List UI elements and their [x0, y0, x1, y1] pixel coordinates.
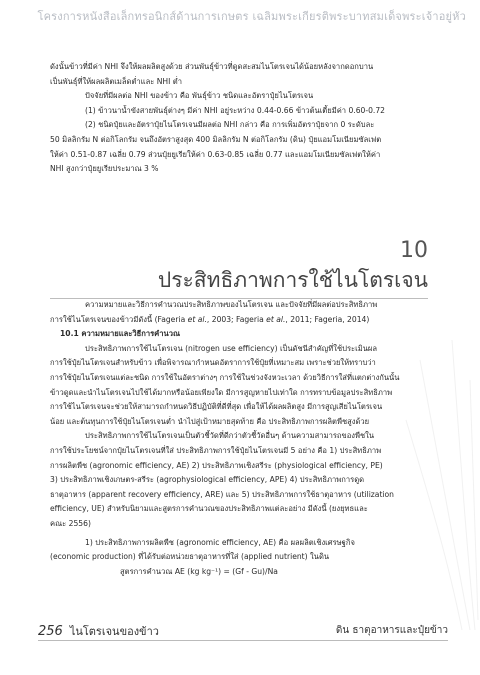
formula-line: สูตรการคำนวณ AE (kg kg⁻¹) = (Gf - Gu)/Na [120, 566, 278, 576]
body-line: การใช้ปุ๋ยไนโตรเจนสำหรับข้าว เพื่อพิจารณากำหนดอัตราการใช้ปุ๋ยที่เหมาะสม เพราะช่วยให้ทราบว่า [50, 358, 376, 368]
body-line: น้อย และต้นทุนการใช้ปุ๋ยไนโตรเจนต่ำ นำไปสู่เป้าหมายสุดท้าย คือ ประสิทธิภาพการผลิตพืชสูงด้วย [50, 416, 370, 426]
intro-line: 50 มิลลิกรัม N ต่อกิโลกรัม จนถึงอัตราสูงสุด 400 มิลลิกรัม N ต่อกิโลกรัม (ดิน) ปุ๋ยแอมโมเนียมซัลเฟต [50, 134, 382, 144]
chapter-title: ประสิทธิภาพการใช้ไนโตรเจน [157, 268, 428, 292]
footer-right-title: ดิน ธาตุอาหารและปุ๋ยข้าว [335, 625, 448, 636]
intro-line: เป็นพันธุ์ที่ให้ผลผลิตเมล็ดต่ำและ NHI ต่ำ [50, 76, 182, 86]
running-title: โครงการหนังสือเล็กทรอนิกส์ด้านการเกษตร เฉลิมพระเกียรติพระบาทสมเด็จพระเจ้าอยู่หัว [37, 10, 466, 23]
chapter-heading [50, 238, 428, 299]
body-line: ข้าวดูดและนำไนโตรเจนไปใช้ได้มากหรือน้อยเพียงใด มีการสูญหายไปเท่าใด การทราบข้อมูลประสิทธิภาพ [50, 387, 393, 397]
footer-divider [38, 640, 448, 641]
chapter-body [50, 298, 445, 579]
body-line: efficiency, UE) สำหรับนิยามและสูตรการคำนวณของประสิทธิภาพแต่ละอย่าง มีดังนี้ (ยงยุทธและ [50, 504, 368, 514]
intro-line: (1) ข้าวนาน้ำขังสายพันธุ์ต่างๆ มีค่า NHI อยู่ระหว่าง 0.44-0.66 ข้าวต้นเตี้ยมีค่า 0.60-0.72 [85, 105, 386, 115]
body-line: (economic production) ที่ได้รับต่อหน่วยธาตุอาหารที่ใส่ (applied nutrient) ในดิน [50, 552, 330, 562]
body-line: 1) ประสิทธิภาพการผลิตพืช (agronomic efficiency, AE) คือ ผลผลิตเชิงเศรษฐกิจ [85, 537, 355, 547]
page-header [0, 0, 480, 30]
body-line: ความหมายและวิธีการคำนวณประสิทธิภาพของไนโตรเจน และปัจจัยที่มีผลต่อประสิทธิภาพ [85, 300, 378, 309]
intro-line: (2) ชนิดปุ๋ยและอัตราปุ๋ยไนโตรเจนมีผลต่อ NHI กล่าว คือ การเพิ่มอัตราปุ๋ยจาก 0 ระดับละ [85, 120, 375, 130]
chapter-number: 10 [400, 238, 428, 263]
body-line: การใช้ไนโตรเจนของข้าวมีดังนี้ (Fageria et al., 2003; Fageria et al., 2011; Fageria, 2014) [50, 314, 370, 324]
body-line: การใช้ไนโตรเจนจะช่วยให้สามารถกำหนดวิธีปฏิบัติที่ดีที่สุด เพื่อให้ได้ผลผลิตสูง มีการสูญเสียไนโตรเจน [50, 402, 383, 412]
intro-text [50, 60, 445, 177]
body-line: ประสิทธิภาพการใช้ไนโตรเจนเป็นตัวชี้วัดที่ดีกว่าตัวชี้วัดอื่นๆ ด้านความสามารถของพืชใน [85, 431, 375, 441]
book-title: ไนโตรเจนของข้าว [69, 625, 159, 638]
page-number: 256 [38, 624, 63, 639]
body-line: คณะ 2556) [50, 518, 91, 528]
body-line: 3) ประสิทธิภาพเชิงเกษตร-สรีระ (agrophysiological efficiency, APE) 4) ประสิทธิภาพการดูด [50, 475, 365, 485]
footer-left [38, 622, 159, 640]
page-footer [38, 622, 448, 640]
intro-line: ให้ค่า 0.51-0.87 เฉลี่ย 0.79 ส่วนปุ๋ยยูเรียให้ค่า 0.63-0.85 เฉลี่ย 0.77 และแอมโมเนียมซัลเฟตให้ค่า [50, 149, 381, 159]
body-line: การใช้ประโยชน์จากปุ๋ยไนโตรเจนที่ใส่ ประสิทธิภาพการใช้ปุ๋ยไนโตรเจนมี 5 อย่าง คือ 1) ประสิทธิภาพ [50, 445, 382, 455]
section-heading: 10.1 ความหมายและวิธีการคำนวณ [60, 329, 181, 339]
intro-line: ดังนั้นข้าวที่มีค่า NHI จึงให้ผลผลิตสูงด้วย ส่วนพันธุ์ข้าวที่ดูดสะสมไนโตรเจนได้น้อยหลังจากดอกบาน [50, 62, 374, 71]
body-line: การผลิตพืช (agronomic efficiency, AE) 2) ประสิทธิภาพเชิงสรีระ (physiological efficiency, PE) [50, 460, 383, 470]
body-line: ประสิทธิภาพการใช้ไนโตรเจน (nitrogen use efficiency) เป็นดัชนีสำคัญที่ใช้ประเมินผล [85, 343, 378, 353]
body-line: การใช้ปุ๋ยไนโตรเจนแต่ละชนิด การใช้ในอัตราต่างๆ การใช้ในช่วงจังหวะเวลา ด้วยวิธีการใส่ที่แตกต่างกันนั้น [50, 372, 400, 382]
intro-line: NHI สูงกว่าปุ๋ยยูเรียประมาณ 3 % [50, 164, 159, 174]
body-line: ธาตุอาหาร (apparent recovery efficiency, ARE) และ 5) ประสิทธิภาพการใช้ธาตุอาหาร (utilization [50, 489, 394, 499]
intro-line: ปัจจัยที่มีผลต่อ NHI ของข้าว คือ พันธุ์ข้าว ชนิดและอัตราปุ๋ยไนโตรเจน [85, 91, 314, 101]
